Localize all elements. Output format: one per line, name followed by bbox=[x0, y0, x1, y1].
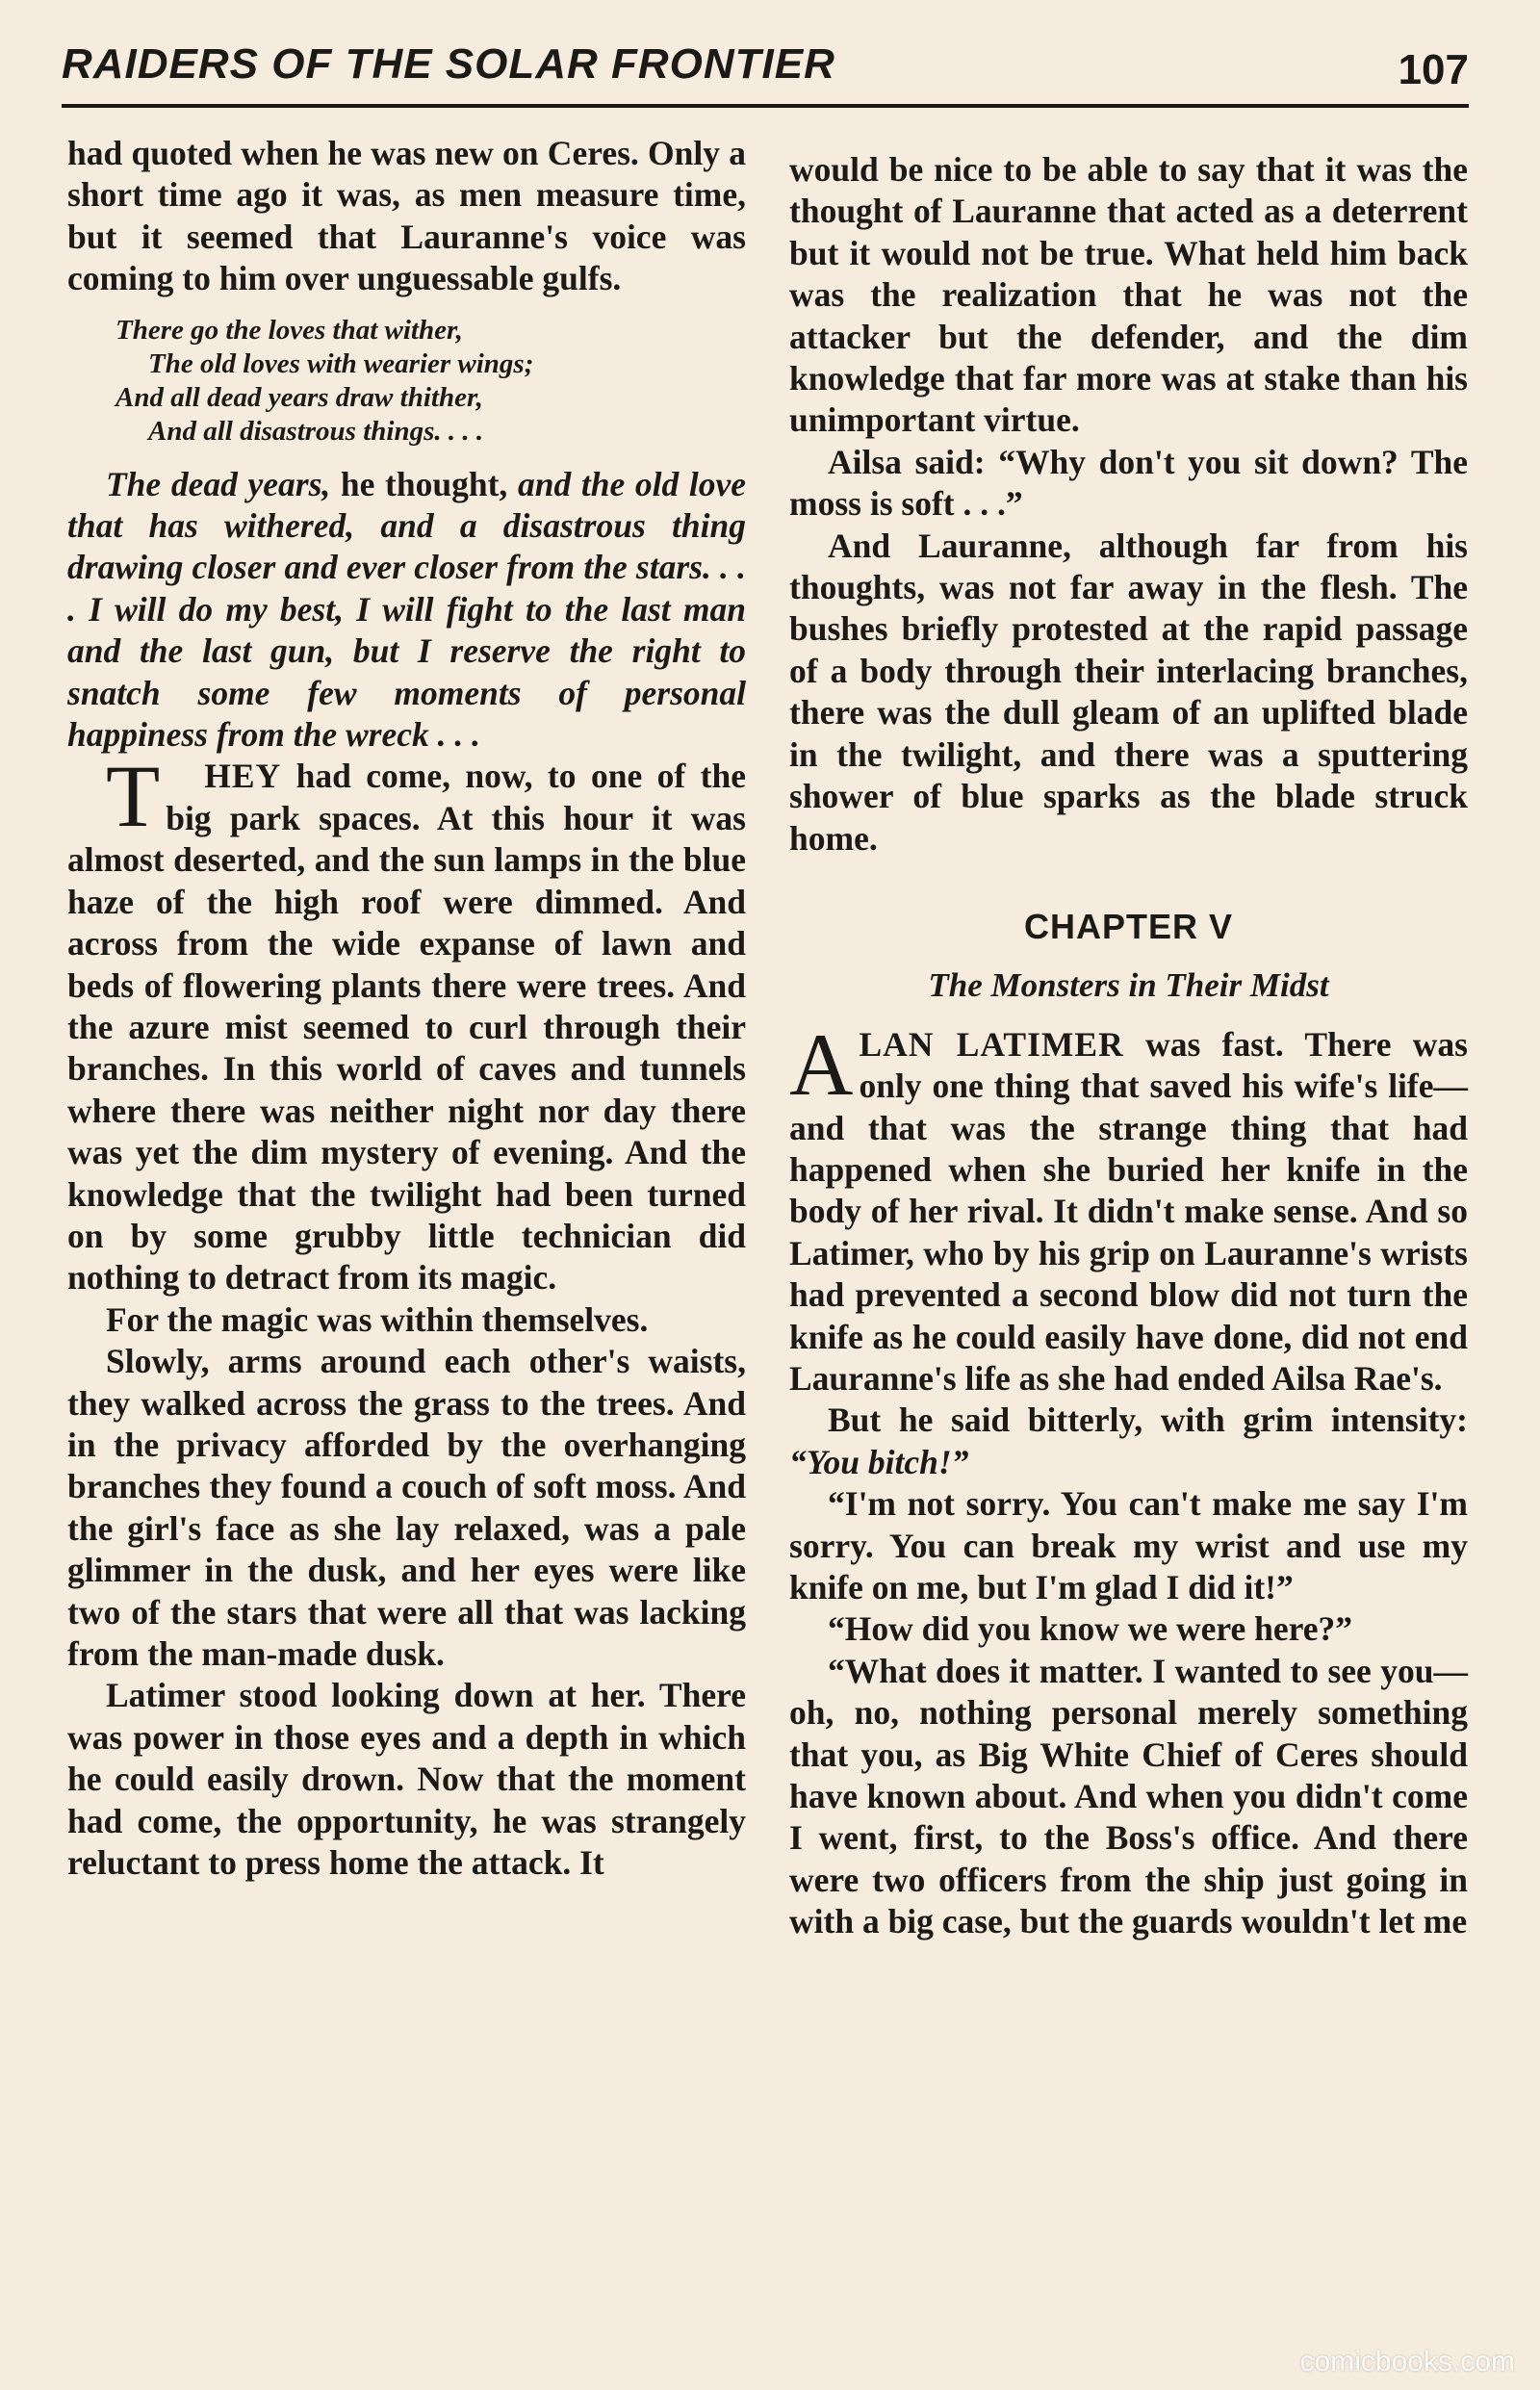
site-watermark: comicbooks.com bbox=[1299, 2346, 1515, 2377]
section-start-paragraph bbox=[67, 747, 746, 1298]
paragraph: Latimer stood looking down at her. There was power in those eyes and a depth in which he could easily drown. Now that the moment had come, the opportunity, he was strangely reluctant to press home the attack. It bbox=[67, 1676, 746, 1883]
lead-caps: LAN LATIMER bbox=[859, 1024, 1124, 1064]
verse-line: And all disastrous things. . . . bbox=[148, 415, 484, 447]
paragraph-text: But he said bitterly, with grim intensity: bbox=[828, 1401, 1468, 1440]
paragraph: Ailsa said: “Why don't you sit down? The moss is soft . . .” bbox=[789, 442, 1468, 524]
paragraph: For the magic was within themselves. bbox=[106, 1299, 649, 1339]
paragraph: “What does it matter. I wanted to see you—oh, no, nothing personal merely something that you, as Big White Chief of Ceres should have known about. And when you didn't come I went, first, to the Boss's office. And there were two officers from the ship just going in with a big case, but the guards wouldn't let me bbox=[789, 1651, 1468, 1941]
paragraph: Slowly, arms around each other's waists, they walked across the grass to the trees. And in the privacy afforded by the overhanging branches they found a couch of soft moss. And the girl's face as she lay relaxed, was a pale glimmer in the dusk, and her eyes were like two of the stars that were all that was lacking from the man-made dusk. bbox=[67, 1342, 746, 1673]
running-title: RAIDERS OF THE SOLAR FRONTIER bbox=[62, 40, 835, 88]
paragraph: “I'm not sorry. You can't make me say I'm sorry. You can break my wrist and use my knife on me, but I'm glad I did it!” bbox=[789, 1484, 1468, 1606]
paragraph bbox=[789, 1400, 1468, 1483]
verse-line: The old loves with wearier wings; bbox=[148, 347, 534, 379]
paragraph-text: had come, now, to one of the big park spaces. At this hour it was almost deserted, and the sun lamps in the blue haze of the high roof were dimmed. And across from the wide expanse of lawn and beds of flowering plants there were trees. And the azure mist seemed to curl through their branches. In this world of caves and tunnels where there was neither night nor day there was yet the dim mystery of evening. And the knowledge that the twilight had been turned on by some grubby little technician did nothing to detract from its magic. bbox=[67, 757, 746, 1298]
paragraph: And Lauranne, although far from his thoughts, was not far away in the flesh. The bushes briefly protested at the rapid passage of a body through their interlacing branches, there was the dull gleam of an uplifted blade in the twilight, and there was a sputtering shower of blue sparks as the blade struck home. bbox=[789, 526, 1468, 858]
right-column bbox=[789, 149, 1468, 1943]
italic-text: and the old love that has withered, and a disastrous thing drawing closer and ever closer from the stars. . . . I will do my best, I will fight to the last man and the last gun, but I reserve the right to snatch some few moments of personal happiness from the wreck . . . bbox=[67, 464, 747, 755]
page-number: 107 bbox=[1398, 46, 1469, 93]
verse-line: And all dead years draw thither, bbox=[116, 381, 483, 413]
left-column bbox=[67, 133, 746, 1884]
page-header bbox=[62, 37, 1469, 108]
chapter-opening-paragraph bbox=[789, 1015, 1468, 1401]
verse-line: There go the loves that wither, bbox=[116, 314, 463, 346]
paragraph-text: was fast. There was only one thing that saved his wife's life—and that was the strange thing that had happened when she buried her knife in the body of her rival. It didn't make sense. And so Latimer, who by his grip on Lauranne's wrists had prevented a second blow did not turn the knife as he could easily have done, did not end Lauranne's life as she had ended Ailsa Rae's. bbox=[789, 1024, 1468, 1398]
lead-caps: HEY bbox=[204, 757, 282, 796]
drop-cap: T bbox=[106, 747, 161, 846]
chapter-title: The Monsters in Their Midst bbox=[928, 966, 1329, 1005]
paragraph: would be nice to be able to say that it was the thought of Lauranne that acted as a deterrent but it would not be true. What held him back was the realization that he was not the attacker but the defender, and the dim knowledge that far more was at stake than his unimportant virtue. bbox=[789, 150, 1468, 440]
paragraph: had quoted when he was new on Ceres. Only a short time ago it was, as men measure time, but it seemed that Lauranne's voice was coming to him over unguessable gulfs. bbox=[67, 134, 746, 298]
italic-text: The dead years, bbox=[106, 464, 331, 503]
drop-cap: A bbox=[789, 1015, 854, 1114]
roman-text: he thought, bbox=[330, 464, 518, 503]
verse-quotation bbox=[116, 314, 746, 449]
chapter-heading: CHAPTER V bbox=[1023, 906, 1234, 946]
italic-text: “You bitch!” bbox=[789, 1442, 969, 1481]
italic-paragraph bbox=[67, 464, 746, 757]
paragraph: “How did you know we were here?” bbox=[828, 1609, 1352, 1649]
